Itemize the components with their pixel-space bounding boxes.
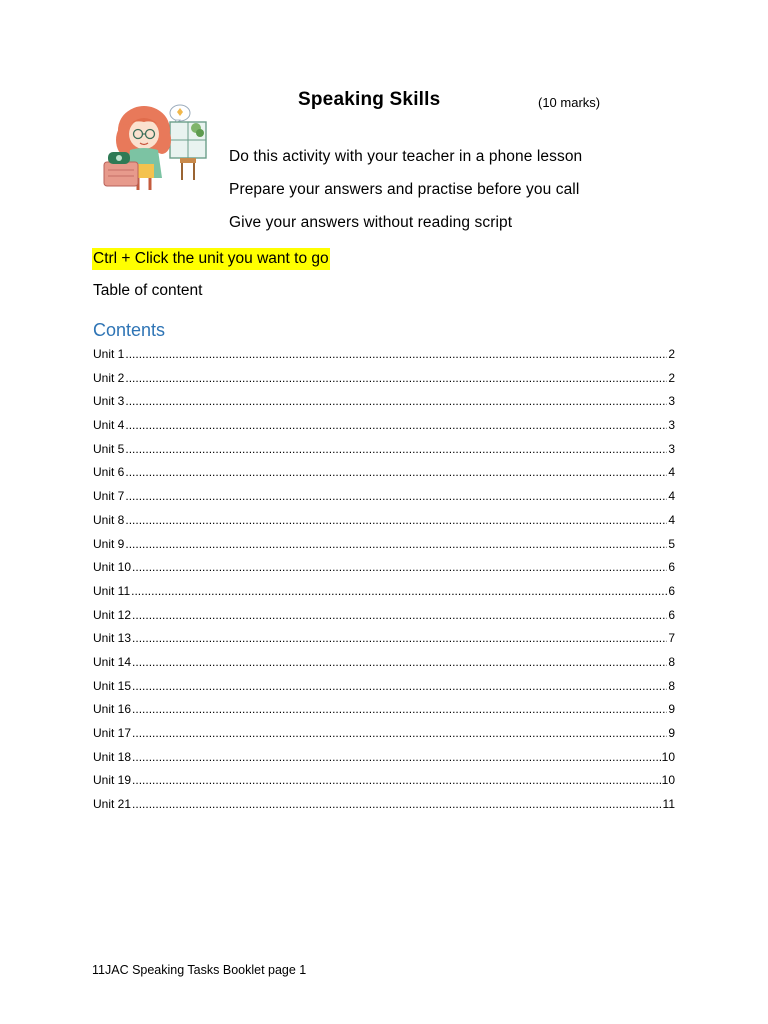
toc-entry-label[interactable]: Unit 13 [93, 631, 132, 646]
toc-entry-label[interactable]: Unit 16 [93, 702, 132, 717]
toc-entry[interactable] [93, 770, 675, 794]
toc-dot-leader [125, 486, 667, 506]
toc-dot-leader [125, 462, 667, 482]
table-of-contents [93, 344, 675, 818]
toc-dot-leader [132, 747, 661, 767]
toc-entry-page[interactable]: 4 [668, 465, 675, 480]
toc-entry-label[interactable]: Unit 14 [93, 654, 132, 669]
toc-entry-label[interactable]: Unit 7 [93, 489, 125, 504]
toc-entry-label[interactable]: Unit 2 [93, 370, 125, 385]
toc-dot-leader [132, 652, 667, 672]
toc-entry-page[interactable]: 3 [668, 418, 675, 433]
toc-entry[interactable] [93, 557, 675, 581]
toc-entry-page[interactable]: 7 [668, 631, 675, 646]
toc-entry-label[interactable]: Unit 15 [93, 678, 132, 693]
toc-entry-label[interactable]: Unit 8 [93, 512, 125, 527]
toc-entry-page[interactable]: 6 [668, 560, 675, 575]
toc-entry-page[interactable]: 2 [668, 370, 675, 385]
toc-entry-label[interactable]: Unit 19 [93, 773, 132, 788]
toc-entry-label[interactable]: Unit 6 [93, 465, 125, 480]
toc-entry[interactable] [93, 415, 675, 439]
toc-entry-label[interactable]: Unit 5 [93, 441, 125, 456]
girl-on-phone-illustration [100, 100, 212, 196]
toc-entry[interactable] [93, 605, 675, 629]
toc-entry-page[interactable]: 3 [668, 441, 675, 456]
toc-dot-leader [125, 368, 667, 388]
toc-entry[interactable] [93, 368, 675, 392]
toc-dot-leader [132, 628, 667, 648]
toc-entry-page[interactable]: 10 [661, 773, 675, 788]
toc-entry-page[interactable]: 4 [668, 512, 675, 527]
instruction-3: Give your answers without reading script [229, 214, 513, 231]
toc-entry-page[interactable]: 5 [668, 536, 675, 551]
toc-entry[interactable] [93, 439, 675, 463]
toc-entry[interactable] [93, 510, 675, 534]
toc-entry[interactable] [93, 534, 675, 558]
toc-dot-leader [125, 344, 667, 364]
highlighted-note: Ctrl + Click the unit you want to go [92, 248, 330, 270]
toc-entry[interactable] [93, 747, 675, 771]
page-footer: 11JAC Speaking Tasks Booklet page 1 [92, 963, 307, 977]
toc-dot-leader [125, 534, 667, 554]
toc-entry-label[interactable]: Unit 18 [93, 749, 132, 764]
contents-heading: Contents [93, 320, 166, 340]
toc-entry[interactable] [93, 462, 675, 486]
toc-entry-page[interactable]: 9 [668, 726, 675, 740]
toc-entry-label[interactable]: Unit 10 [93, 560, 132, 575]
toc-dot-leader [132, 723, 667, 743]
toc-entry-label[interactable]: Unit 12 [93, 607, 132, 622]
toc-entry-label[interactable]: Unit 1 [93, 347, 125, 361]
toc-entry[interactable] [93, 391, 675, 415]
toc-entry[interactable] [93, 344, 675, 368]
toc-dot-leader [125, 439, 667, 459]
toc-entry-page[interactable]: 4 [668, 489, 675, 504]
toc-entry[interactable] [93, 652, 675, 676]
toc-dot-leader [132, 557, 667, 577]
toc-entry-page[interactable]: 2 [668, 347, 675, 361]
toc-entry[interactable] [93, 723, 675, 747]
toc-entry-label[interactable]: Unit 9 [93, 536, 125, 551]
toc-entry[interactable] [93, 794, 675, 818]
toc-dot-leader [125, 391, 667, 411]
toc-entry-label[interactable]: Unit 21 [93, 797, 132, 812]
toc-dot-leader [132, 794, 662, 814]
toc-entry[interactable] [93, 581, 675, 605]
toc-entry[interactable] [93, 676, 675, 700]
toc-dot-leader [125, 510, 667, 530]
toc-dot-leader [132, 676, 667, 696]
marks-label: (10 marks) [538, 95, 601, 110]
toc-entry-label[interactable]: Unit 3 [93, 394, 125, 409]
toc-entry-page[interactable]: 10 [661, 749, 675, 764]
toc-dot-leader [131, 581, 667, 601]
toc-entry[interactable] [93, 699, 675, 723]
toc-entry[interactable] [93, 628, 675, 652]
instruction-2: Prepare your answers and practise before you call [229, 181, 580, 198]
toc-dot-leader [125, 415, 667, 435]
toc-entry-label[interactable]: Unit 4 [93, 418, 125, 433]
toc-entry-page[interactable]: 9 [668, 702, 675, 717]
toc-label: Table of content [93, 282, 203, 299]
toc-entry[interactable] [93, 486, 675, 510]
toc-entry-page[interactable]: 8 [668, 678, 675, 693]
toc-dot-leader [132, 605, 667, 625]
toc-dot-leader [132, 770, 661, 790]
toc-entry-page[interactable]: 6 [668, 607, 675, 622]
toc-dot-leader [132, 699, 667, 719]
toc-entry-page[interactable]: 11 [662, 797, 675, 812]
toc-entry-label[interactable]: Unit 11 [93, 583, 131, 598]
instruction-1: Do this activity with your teacher in a phone lesson [229, 148, 583, 165]
toc-entry-label[interactable]: Unit 17 [93, 726, 132, 740]
page-title: Speaking Skills [298, 89, 441, 110]
toc-entry-page[interactable]: 8 [668, 654, 675, 669]
toc-entry-page[interactable]: 6 [668, 583, 675, 598]
toc-entry-page[interactable]: 3 [668, 394, 675, 409]
